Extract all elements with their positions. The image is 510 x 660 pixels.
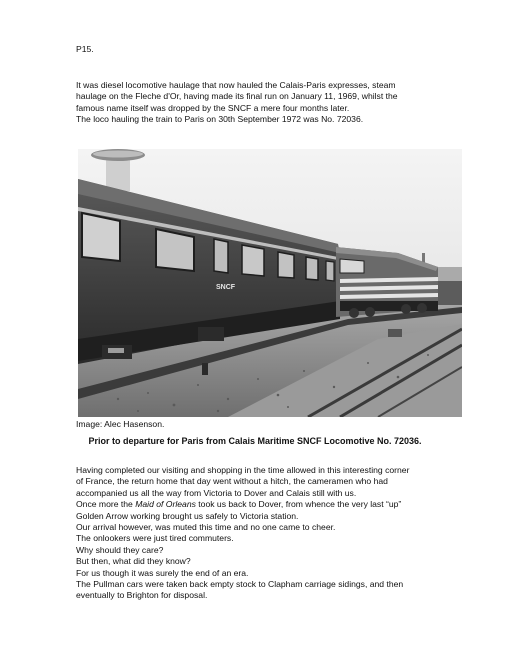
page-number: P15. — [76, 44, 94, 54]
photo-credit: Image: Alec Hasenson. — [76, 419, 165, 429]
intro-line: It was diesel locomotive haulage that now hauled the Calais-Paris expresses, steam — [76, 80, 396, 90]
story-line: Having completed our visiting and shopping in the time allowed in this interesting corner — [76, 465, 410, 475]
story-text: Once more the — [76, 499, 136, 510]
story-line: Why should they care? — [76, 544, 164, 555]
train-photo — [78, 149, 462, 417]
intro-line: The loco hauling the train to Paris on 30th September 1972 was No. 72036. — [76, 114, 364, 125]
story-line: accompanied us all the way from Victoria to Dover and Calais still with us. — [76, 487, 357, 498]
photo-caption: Prior to departure for Paris from Calais Maritime SNCF Locomotive No. 72036. — [88, 436, 422, 446]
story-line: eventually to Brighton for disposal. — [76, 590, 208, 601]
intro-paragraph — [76, 80, 476, 126]
intro-line: famous name itself was dropped by the SNCF a mere four months later. — [76, 102, 350, 113]
train-photo-illustration — [78, 149, 462, 417]
sncf-marking: SNCF — [216, 284, 236, 291]
story-paragraph — [76, 465, 476, 602]
story-line: For us though it was surely the end of an era. — [76, 567, 249, 578]
story-line: But then, what did they know? — [76, 556, 191, 567]
story-line: The onlookers were just tired commuters. — [76, 533, 234, 544]
story-line: Golden Arrow working brought us safely to Victoria station. — [76, 510, 299, 521]
ship-name: Maid of Orleans — [135, 499, 196, 510]
story-line — [76, 499, 476, 510]
story-text: took us back to Dover, from whence the very last “up” — [195, 499, 402, 510]
story-line: of France, the return home that day went without a hitch, the cameramen who had — [76, 476, 388, 487]
story-line: Our arrival however, was muted this time and no one came to cheer. — [76, 522, 336, 533]
intro-line: haulage on the Fleche d'Or, having made its final run on January 11, 1969, whilst the — [76, 91, 398, 102]
story-line: The Pullman cars were taken back empty stock to Clapham carriage sidings, and then — [76, 579, 404, 590]
